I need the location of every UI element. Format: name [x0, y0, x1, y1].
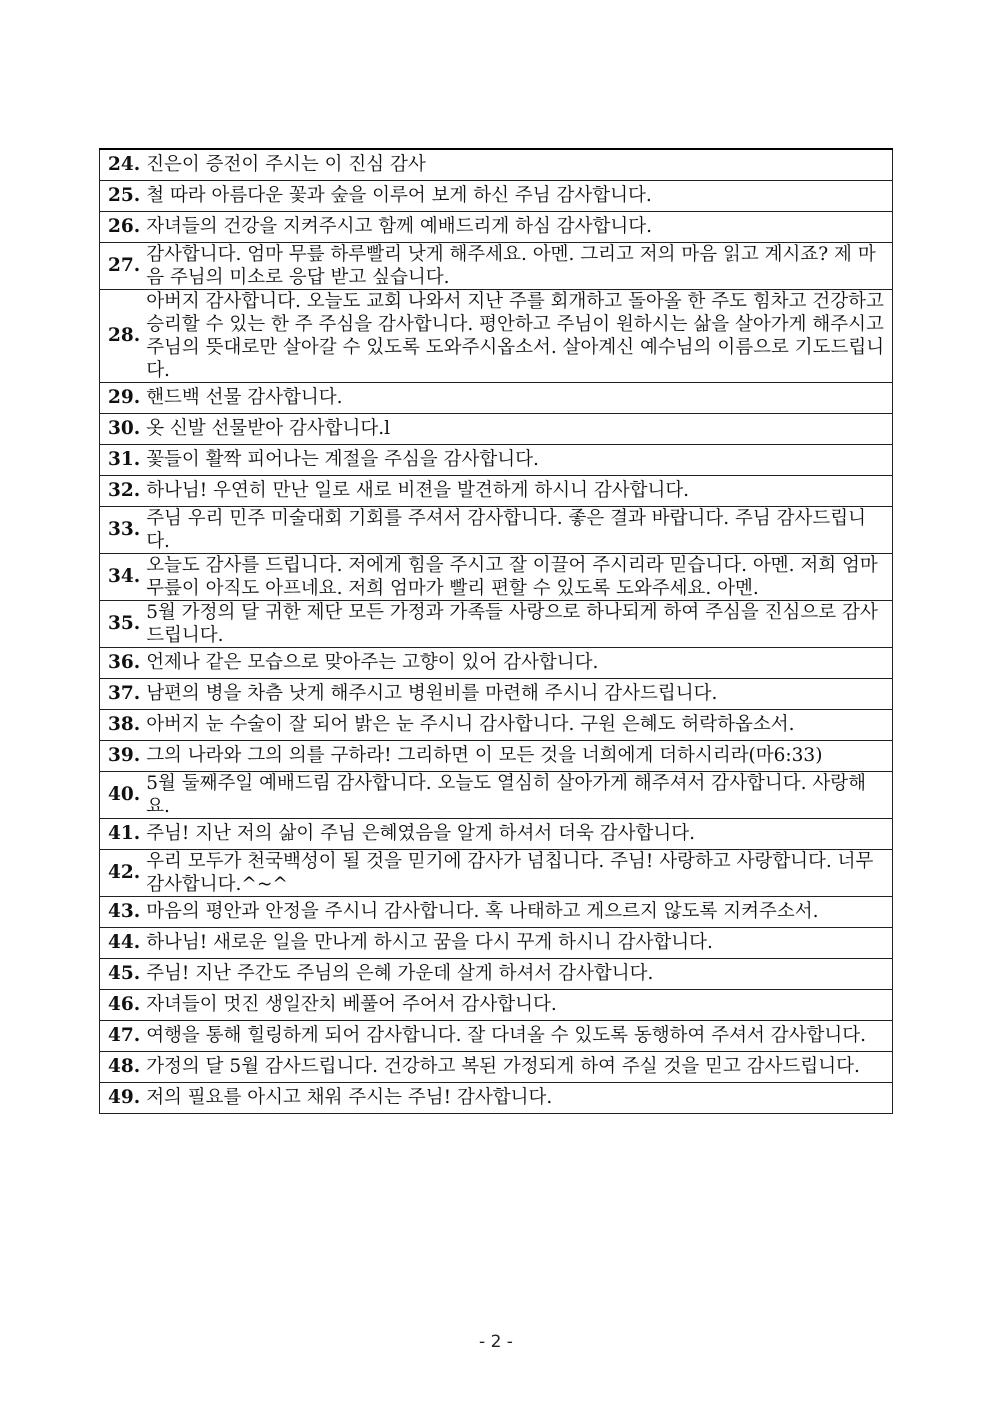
item-text: 주님 우리 민주 미술대회 기회를 주셔서 감사합니다. 좋은 결과 바랍니다. 주님 감사드립니다. [146, 507, 866, 552]
item-number: 31. [108, 449, 141, 470]
row-content [108, 900, 886, 923]
row-content [108, 386, 886, 409]
item-text: 마음의 평안과 안정을 주시니 감사합니다. 혹 나태하고 게으르지 않도록 지켜주소서. [146, 901, 819, 922]
row-content [108, 479, 886, 502]
item-text: 저의 필요를 아시고 채워 주시는 주님! 감사합니다. [146, 1087, 553, 1108]
table-row [100, 927, 893, 958]
item-number: 42. [108, 862, 141, 883]
item-number: 38. [108, 714, 141, 735]
table-cell [100, 1082, 893, 1113]
item-number: 25. [108, 185, 141, 206]
item-text: 주님! 지난 저의 삶이 주님 은혜였음을 알게 하셔서 더욱 감사합니다. [146, 823, 695, 844]
item-text: 가정의 달 5월 감사드립니다. 건강하고 복된 가정되게 하여 주실 것을 믿고 감사드립니다. [146, 1056, 860, 1077]
table-cell [100, 771, 893, 818]
item-number: 43. [108, 901, 141, 922]
table-row [100, 958, 893, 989]
row-content [108, 744, 886, 767]
item-number: 34. [108, 566, 141, 587]
row-content [108, 507, 886, 553]
row-content [108, 184, 886, 207]
table-row [100, 180, 893, 211]
table-row [100, 242, 893, 289]
item-number: 40. [108, 784, 141, 805]
table-row [100, 818, 893, 849]
table-cell [100, 180, 893, 211]
item-number: 28. [108, 325, 141, 346]
row-content [108, 290, 886, 382]
item-text: 아버지 눈 수술이 잘 되어 밝은 눈 주시니 감사합니다. 구원 은혜도 허락하옵소서. [146, 714, 795, 735]
table-row [100, 1020, 893, 1051]
table-row [100, 506, 893, 553]
item-number: 30. [108, 418, 141, 439]
table-row [100, 989, 893, 1020]
item-text: 자녀들의 건강을 지켜주시고 함께 예배드리게 하심 감사합니다. [146, 216, 653, 237]
item-number: 46. [108, 994, 141, 1015]
item-number: 48. [108, 1056, 141, 1077]
table-cell [100, 989, 893, 1020]
item-number: 35. [108, 613, 141, 634]
row-content [108, 153, 886, 176]
row-content [108, 822, 886, 845]
item-text: 아버지 감사합니다. 오늘도 교회 나와서 지난 주를 회개하고 돌아올 한 주도 힘차고 건강하고 승리할 수 있는 한 주 주심을 감사합니다. 평안하고 주님이 원하시는 삶을 살아가게 해주시고 주님의 뜻대로만 살아갈 수 있도록 도와주시옵소서. 살아계신 예수님의 이름으로 기도드립니다. [146, 290, 885, 381]
row-content [108, 931, 886, 954]
table-row [100, 647, 893, 678]
item-text: 하나님! 우연히 만난 일로 새로 비젼을 발견하게 하시니 감사합니다. [146, 480, 690, 501]
table-row [100, 600, 893, 647]
row-content [108, 772, 886, 818]
table-cell [100, 849, 893, 896]
row-content [108, 448, 886, 471]
table-row [100, 896, 893, 927]
item-text: 철 따라 아름다운 꽃과 숲을 이루어 보게 하신 주님 감사합니다. [146, 185, 652, 206]
row-content [108, 1024, 886, 1047]
table-cell [100, 740, 893, 771]
item-number: 32. [108, 480, 141, 501]
table-row [100, 413, 893, 444]
table-cell [100, 506, 893, 553]
item-number: 27. [108, 255, 141, 276]
table-cell [100, 289, 893, 382]
table-row [100, 849, 893, 896]
item-number: 44. [108, 932, 141, 953]
thanks-table [99, 148, 893, 1114]
table-cell [100, 818, 893, 849]
table-row [100, 149, 893, 180]
table-cell [100, 600, 893, 647]
table-cell [100, 475, 893, 506]
table-cell [100, 211, 893, 242]
table-row [100, 1082, 893, 1113]
row-content [108, 243, 886, 289]
table-row [100, 678, 893, 709]
item-number: 39. [108, 745, 141, 766]
row-content [108, 601, 886, 647]
item-number: 26. [108, 216, 141, 237]
row-content [108, 651, 886, 674]
item-text: 남편의 병을 차츰 낫게 해주시고 병원비를 마련해 주시니 감사드립니다. [146, 683, 718, 704]
page-number: - 2 - [479, 1332, 513, 1352]
table-row [100, 709, 893, 740]
table-cell [100, 896, 893, 927]
row-content [108, 417, 886, 440]
item-text: 5월 둘째주일 예배드림 감사합니다. 오늘도 열심히 살아가게 해주셔서 감사합니다. 사랑해요. [146, 772, 867, 817]
item-text: 여행을 통해 힐링하게 되어 감사합니다. 잘 다녀올 수 있도록 동행하여 주셔서 감사합니다. [146, 1025, 866, 1046]
item-text: 5월 가정의 달 귀한 제단 모든 가정과 가족들 사랑으로 하나되게 하여 주심을 진심으로 감사드립니다. [146, 601, 878, 646]
item-text: 하나님! 새로운 일을 만나게 하시고 꿈을 다시 꾸게 하시니 감사합니다. [146, 932, 713, 953]
row-content [108, 993, 886, 1016]
item-number: 47. [108, 1025, 141, 1046]
table-row [100, 289, 893, 382]
item-text: 언제나 같은 모습으로 맞아주는 고향이 있어 감사합니다. [146, 652, 599, 673]
table-cell [100, 1051, 893, 1082]
table-cell [100, 242, 893, 289]
table-row [100, 444, 893, 475]
table-cell [100, 413, 893, 444]
item-number: 41. [108, 823, 141, 844]
table-cell [100, 444, 893, 475]
item-number: 24. [108, 154, 141, 176]
item-text: 옷 신발 선물받아 감사합니다.l [146, 418, 391, 439]
item-text: 주님! 지난 주간도 주님의 은혜 가운데 살게 하셔서 감사합니다. [146, 963, 654, 984]
table-cell [100, 927, 893, 958]
item-text: 핸드백 선물 감사합니다. [146, 387, 343, 408]
table-cell [100, 647, 893, 678]
item-number: 45. [108, 963, 141, 984]
row-content [108, 713, 886, 736]
table-cell [100, 149, 893, 180]
item-text: 감사합니다. 엄마 무릎 하루빨리 낫게 해주세요. 아멘. 그리고 저의 마음 읽고 계시죠? 제 마음 주님의 미소로 응답 받고 싶습니다. [146, 243, 876, 288]
item-number: 36. [108, 652, 141, 673]
item-text: 오늘도 감사를 드립니다. 저에게 힘을 주시고 잘 이끌어 주시리라 믿습니다. 아멘. 저희 엄마 무릎이 아직도 아프네요. 저희 엄마가 빨리 편할 수 있도록 도와주세요. 아멘. [146, 554, 878, 599]
row-content [108, 850, 886, 896]
item-text: 진은이 증전이 주시는 이 진심 감사 [146, 154, 426, 176]
table-row [100, 740, 893, 771]
item-text: 자녀들이 멋진 생일잔치 베풀어 주어서 감사합니다. [146, 994, 557, 1015]
row-content [108, 215, 886, 238]
item-number: 37. [108, 683, 141, 704]
thanks-table-body [100, 149, 893, 1113]
table-cell [100, 709, 893, 740]
row-content [108, 554, 886, 600]
table-row [100, 1051, 893, 1082]
table-cell [100, 382, 893, 413]
item-text: 꽃들이 활짝 피어나는 계절을 주심을 감사합니다. [146, 449, 539, 470]
table-row [100, 211, 893, 242]
row-content [108, 1055, 886, 1078]
table-cell [100, 678, 893, 709]
row-content [108, 682, 886, 705]
row-content [108, 1086, 886, 1109]
item-text: 그의 나라와 그의 의를 구하라! 그리하면 이 모든 것을 너희에게 더하시리라(마6:33) [146, 745, 823, 766]
item-number: 29. [108, 387, 141, 408]
table-row [100, 382, 893, 413]
table-cell [100, 1020, 893, 1051]
table-row [100, 771, 893, 818]
item-number: 33. [108, 519, 141, 540]
table-row [100, 475, 893, 506]
table-cell [100, 958, 893, 989]
table-row [100, 553, 893, 600]
row-content [108, 962, 886, 985]
item-number: 49. [108, 1087, 141, 1108]
table-cell [100, 553, 893, 600]
item-text: 우리 모두가 천국백성이 될 것을 믿기에 감사가 넘칩니다. 주님! 사랑하고 사랑합니다. 너무 감사합니다.^~^ [146, 850, 874, 895]
